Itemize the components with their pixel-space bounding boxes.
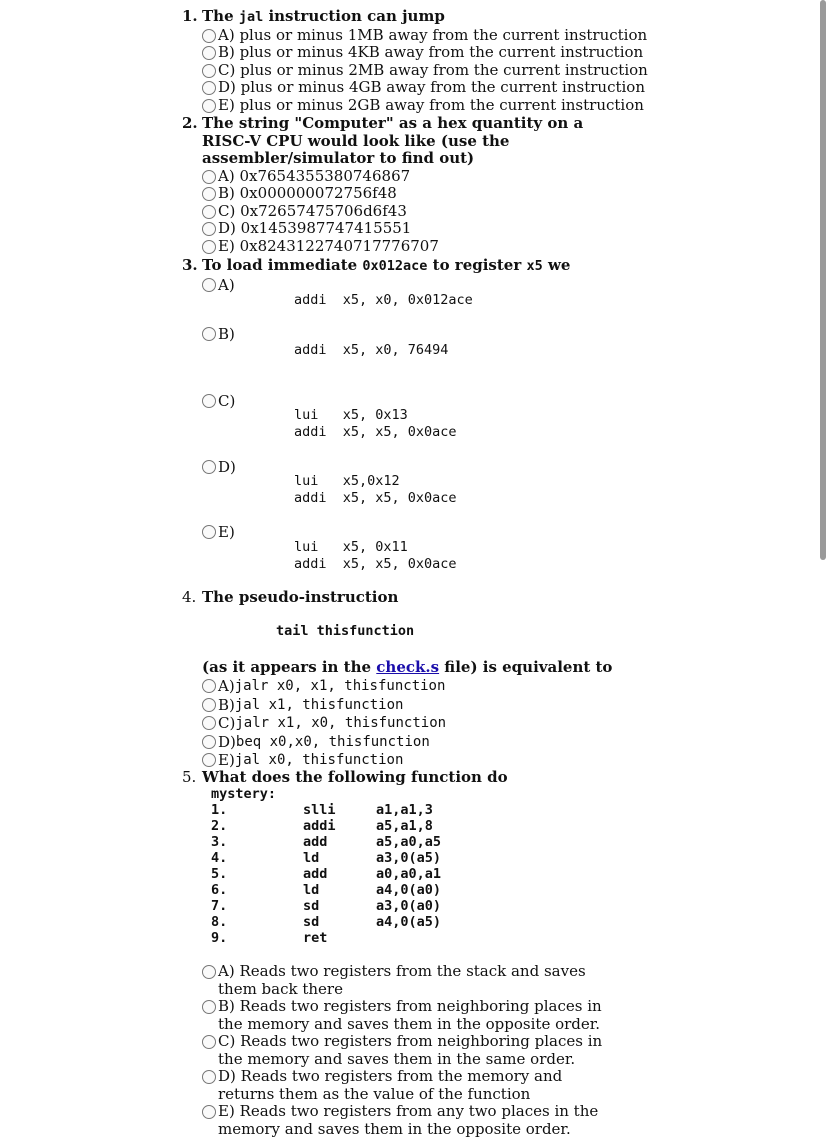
q2-option-e[interactable]: E) 0x8243122740717776707 xyxy=(202,238,622,256)
mystery-line-number: 8. xyxy=(211,914,228,930)
mystery-opcode: slli xyxy=(303,802,336,818)
radio-button[interactable] xyxy=(202,222,216,236)
radio-button[interactable] xyxy=(202,187,216,201)
question-2 xyxy=(182,115,622,255)
mystery-line-number: 5. xyxy=(211,866,228,882)
mystery-args: a5,a0,a5 xyxy=(376,834,442,850)
radio-button[interactable] xyxy=(202,716,216,730)
q4-option-d[interactable]: D) beq x0,x0, thisfunction xyxy=(202,733,446,752)
mystery-opcode: addi xyxy=(303,818,336,834)
q1-option-a[interactable]: A) plus or minus 1MB away from the current instruction xyxy=(202,27,622,45)
radio-button[interactable] xyxy=(202,753,216,767)
radio-button[interactable] xyxy=(202,698,216,712)
question-3 xyxy=(182,257,622,276)
radio-button[interactable] xyxy=(202,1070,216,1084)
q2-option-d[interactable]: D) 0x1453987747415551 xyxy=(202,220,622,238)
q2-option-c[interactable]: C) 0x72657475706d6f43 xyxy=(202,203,622,221)
q2-option-b[interactable]: B) 0x000000072756f48 xyxy=(202,185,622,203)
question-2-title: 2. The string "Computer" as a hex quantity on a RISC-V CPU would look like (use the assembler/simulator to find out) xyxy=(182,114,584,167)
question-1 xyxy=(182,7,648,114)
radio-button[interactable] xyxy=(202,81,216,95)
radio-button[interactable] xyxy=(202,460,216,474)
mystery-args: a4,0(a5) xyxy=(376,914,442,930)
scrollbar[interactable] xyxy=(820,0,826,560)
mystery-args: a4,0(a0) xyxy=(376,882,442,898)
q1-option-c[interactable]: C) plus or minus 2MB away from the current instruction xyxy=(202,62,622,80)
mystery-line-number: 6. xyxy=(211,882,228,898)
mystery-args: a0,a0,a1 xyxy=(376,866,442,882)
mystery-opcode: ld xyxy=(303,850,320,866)
mystery-args: a1,a1,3 xyxy=(376,802,433,818)
q4-option-c[interactable]: C) jalr x1, x0, thisfunction xyxy=(202,714,446,733)
mystery-opcode: ld xyxy=(303,882,320,898)
mystery-args: a3,0(a0) xyxy=(376,898,442,914)
radio-button[interactable] xyxy=(202,99,216,113)
mystery-opcode: add xyxy=(303,866,328,882)
q3-option-c-code: lui x5, 0x13 addi x5, x5, 0x0ace xyxy=(294,407,457,440)
radio-button[interactable] xyxy=(202,278,216,292)
radio-button[interactable] xyxy=(202,1035,216,1049)
radio-button[interactable] xyxy=(202,240,216,254)
radio-button[interactable] xyxy=(202,46,216,60)
mystery-opcode: sd xyxy=(303,898,320,914)
radio-button[interactable] xyxy=(202,735,216,749)
q3-option-d-code: lui x5,0x12 addi x5, x5, 0x0ace xyxy=(294,473,457,506)
radio-button[interactable] xyxy=(202,205,216,219)
mystery-line-number: 2. xyxy=(211,818,228,834)
mystery-line-number: 9. xyxy=(211,930,228,946)
mystery-line-number: 3. xyxy=(211,834,228,850)
check-s-link[interactable]: check.s xyxy=(376,658,440,676)
mystery-opcode: ret xyxy=(303,930,328,946)
q4-option-e[interactable]: E) jal x0, thisfunction xyxy=(202,751,446,770)
question-4 xyxy=(182,589,622,607)
q3-option-b-code: addi x5, x0, 76494 xyxy=(294,342,449,358)
q3-option-a[interactable]: A) xyxy=(202,276,235,294)
q5-options xyxy=(202,963,617,1138)
q5-option-e[interactable]: E) Reads two registers from any two places in the memory and saves them in the opposite order. xyxy=(202,1103,617,1138)
question-1-title: 1. The jal instruction can jump xyxy=(182,7,445,25)
mystery-line-number: 4. xyxy=(211,850,228,866)
q4-option-a[interactable]: A) jalr x0, x1, thisfunction xyxy=(202,677,446,696)
mystery-args: a3,0(a5) xyxy=(376,850,442,866)
question-5-title: 5. What does the following function do xyxy=(182,768,508,786)
mystery-label: mystery: xyxy=(211,786,277,802)
q3-option-d[interactable]: D) xyxy=(202,458,236,476)
radio-button[interactable] xyxy=(202,965,216,979)
mystery-line-number: 1. xyxy=(211,802,228,818)
q1-option-d[interactable]: D) plus or minus 4GB away from the current instruction xyxy=(202,79,622,97)
radio-button[interactable] xyxy=(202,29,216,43)
mystery-line-number: 7. xyxy=(211,898,228,914)
q4-option-b[interactable]: B) jal x1, thisfunction xyxy=(202,696,446,715)
radio-button[interactable] xyxy=(202,679,216,693)
radio-button[interactable] xyxy=(202,327,216,341)
q3-option-e-code: lui x5, 0x11 addi x5, x5, 0x0ace xyxy=(294,539,457,572)
q4-continuation: (as it appears in the check.s file) is equivalent to xyxy=(202,658,613,676)
q3-option-b[interactable]: B) xyxy=(202,325,235,343)
q3-option-e[interactable]: E) xyxy=(202,523,235,541)
q1-option-b[interactable]: B) plus or minus 4KB away from the current instruction xyxy=(202,44,622,62)
radio-button[interactable] xyxy=(202,394,216,408)
radio-button[interactable] xyxy=(202,1000,216,1014)
radio-button[interactable] xyxy=(202,170,216,184)
q5-option-d[interactable]: D) Reads two registers from the memory and returns them as the value of the function xyxy=(202,1068,617,1103)
q2-option-a[interactable]: A) 0x7654355380746867 xyxy=(202,168,622,186)
q1-option-e[interactable]: E) plus or minus 2GB away from the current instruction xyxy=(202,97,622,115)
q5-option-b[interactable]: B) Reads two registers from neighboring places in the memory and saves them in the opposite order. xyxy=(202,998,617,1033)
mystery-opcode: add xyxy=(303,834,328,850)
radio-button[interactable] xyxy=(202,525,216,539)
mystery-args: a5,a1,8 xyxy=(376,818,433,834)
q3-option-a-code: addi x5, x0, 0x012ace xyxy=(294,292,473,308)
mystery-opcode: sd xyxy=(303,914,320,930)
q5-option-c[interactable]: C) Reads two registers from neighboring places in the memory and saves them in the same order. xyxy=(202,1033,617,1068)
q5-option-a[interactable]: A) Reads two registers from the stack and saves them back there xyxy=(202,963,617,998)
q4-options xyxy=(202,677,446,770)
radio-button[interactable] xyxy=(202,1105,216,1119)
question-4-title: 4. The pseudo-instruction xyxy=(182,588,399,606)
question-5 xyxy=(182,769,622,787)
radio-button[interactable] xyxy=(202,64,216,78)
question-3-title: 3. To load immediate 0x012ace to register x5 we xyxy=(182,256,571,274)
q3-option-c[interactable]: C) xyxy=(202,392,235,410)
q4-code: tail thisfunction xyxy=(276,623,415,639)
